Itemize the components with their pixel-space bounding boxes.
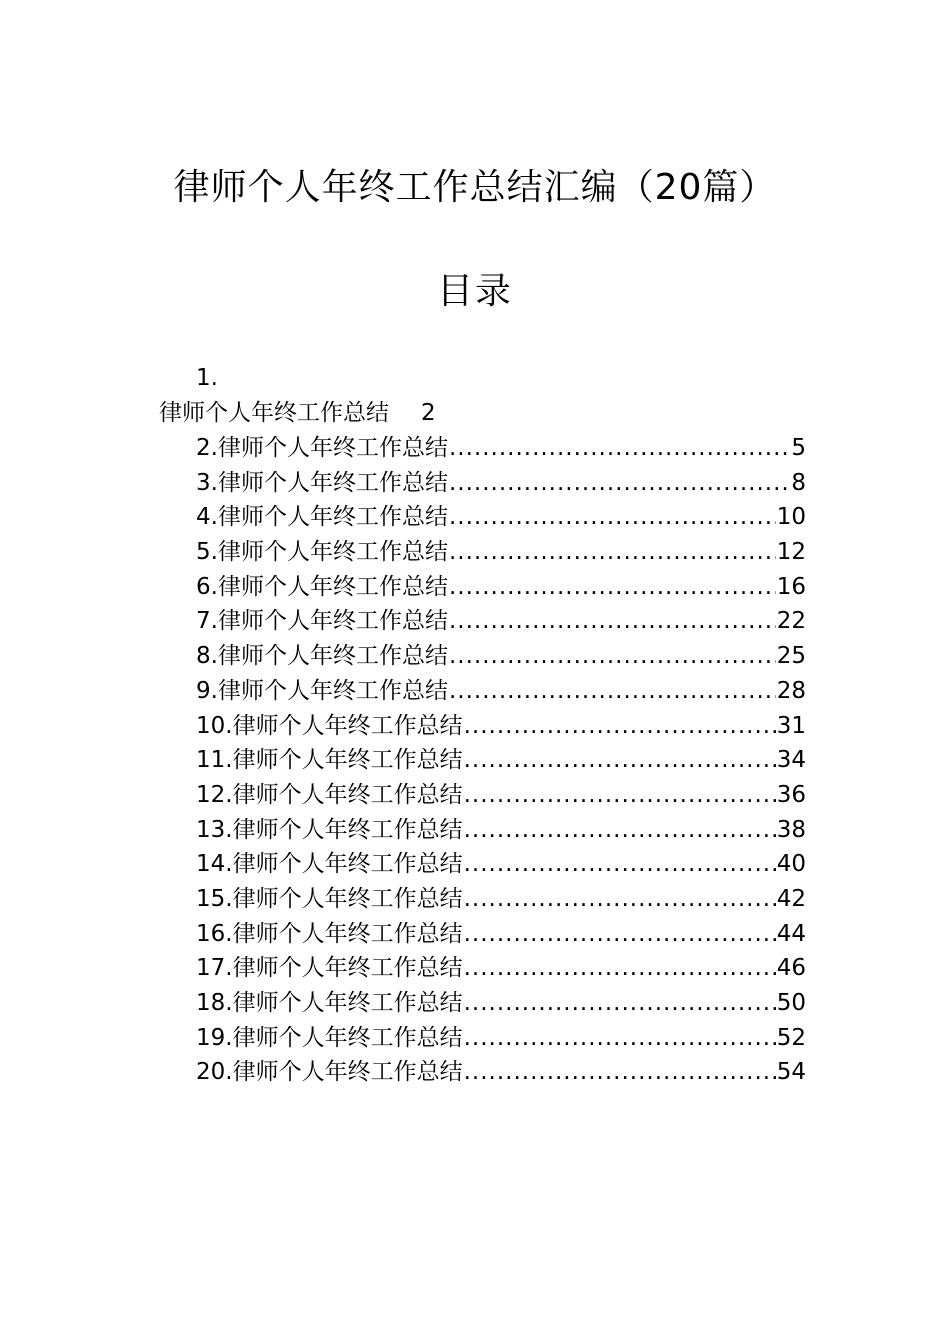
toc-entry-page: 12: [776, 539, 806, 566]
toc-entry[interactable]: [196, 466, 806, 501]
toc-entry[interactable]: [196, 535, 806, 570]
toc-entry-label: 5.律师个人年终工作总结: [196, 539, 448, 566]
toc-heading: 目录: [436, 271, 513, 312]
toc-entry-page: 54: [776, 1059, 806, 1086]
toc-entry-label: 2.律师个人年终工作总结: [196, 435, 448, 461]
dot-leader: [464, 986, 776, 1021]
toc-entry[interactable]: [196, 847, 806, 882]
toc-entry[interactable]: [196, 778, 806, 813]
toc-entry-label: 19.律师个人年终工作总结: [196, 1024, 463, 1051]
dot-leader: [464, 1055, 776, 1090]
toc-entry[interactable]: [196, 1021, 806, 1056]
dot-leader: [449, 639, 776, 674]
toc-list: [196, 431, 806, 1090]
dot-leader: [464, 917, 776, 952]
dot-leader: [464, 813, 776, 848]
toc-entry-label: 8.律师个人年终工作总结: [196, 643, 448, 670]
toc-entry-label: 4.律师个人年终工作总结: [196, 504, 448, 531]
toc-entry[interactable]: [196, 986, 806, 1021]
toc-entry-page: 34: [776, 747, 806, 774]
dot-leader: [449, 535, 776, 570]
toc-entry-label: 14.律师个人年终工作总结: [196, 851, 463, 878]
dot-leader: [449, 500, 776, 535]
toc-entry-label: 15.律师个人年终工作总结: [196, 885, 463, 912]
dot-leader: [464, 847, 776, 882]
dot-leader: [449, 570, 776, 605]
toc-entry-label: 17.律师个人年终工作总结: [196, 955, 463, 982]
toc-entry[interactable]: [196, 951, 806, 986]
dot-leader: [464, 743, 776, 778]
toc-entry-page: 52: [776, 1024, 806, 1051]
toc-entry-1[interactable]: [159, 397, 436, 429]
toc-entry-label: 10.律师个人年终工作总结: [196, 712, 463, 739]
toc-entry-page: 28: [776, 677, 806, 704]
dot-leader: [464, 1021, 776, 1056]
toc-entry[interactable]: [196, 500, 806, 535]
toc-entry-1-page: 2: [421, 400, 436, 426]
toc-entry-page: 38: [776, 816, 806, 843]
toc-entry[interactable]: [196, 743, 806, 778]
toc-entry[interactable]: [196, 674, 806, 709]
toc-entry-label: 16.律师个人年终工作总结: [196, 920, 463, 947]
toc-entry-page: 16: [776, 573, 806, 600]
toc-entry-page: 10: [776, 504, 806, 531]
toc-entry-label: 9.律师个人年终工作总结: [196, 677, 448, 704]
toc-entry[interactable]: [196, 570, 806, 605]
toc-entry[interactable]: [196, 917, 806, 952]
toc-entry[interactable]: [196, 813, 806, 848]
toc-entry-page: 40: [776, 851, 806, 878]
toc-entry-1-title: 律师个人年终工作总结: [159, 400, 389, 426]
toc-entry-label: 3.律师个人年终工作总结: [196, 469, 448, 496]
toc-entry-1-number[interactable]: 1.: [196, 365, 218, 391]
dot-leader: [464, 778, 776, 813]
toc-entry[interactable]: [196, 604, 806, 639]
dot-leader: [449, 604, 776, 639]
toc-entry-label: 18.律师个人年终工作总结: [196, 990, 463, 1016]
toc-entry-label: 12.律师个人年终工作总结: [196, 781, 463, 808]
toc-entry-page: 42: [776, 885, 806, 912]
dot-leader: [449, 674, 776, 709]
toc-entry-label: 20.律师个人年终工作总结: [196, 1059, 463, 1086]
toc-entry-label: 7.律师个人年终工作总结: [196, 608, 448, 635]
toc-entry[interactable]: [196, 1055, 806, 1090]
toc-entry-label: 6.律师个人年终工作总结: [196, 573, 448, 600]
toc-entry-page: 5: [791, 435, 806, 461]
toc-entry[interactable]: [196, 882, 806, 917]
toc-entry-page: 25: [776, 643, 806, 670]
toc-entry[interactable]: [196, 431, 806, 466]
dot-leader: [449, 431, 790, 466]
dot-leader: [464, 951, 776, 986]
dot-leader: [464, 882, 776, 917]
dot-leader: [449, 466, 790, 501]
dot-leader: [464, 709, 776, 744]
toc-entry-label: 11.律师个人年终工作总结: [196, 747, 463, 774]
toc-entry-page: 44: [776, 920, 806, 947]
document-title: 律师个人年终工作总结汇编（20篇）: [173, 167, 777, 208]
toc-entry-page: 36: [776, 781, 806, 808]
toc-entry-page: 8: [791, 469, 806, 496]
toc-entry[interactable]: [196, 639, 806, 674]
toc-entry-label: 13.律师个人年终工作总结: [196, 816, 463, 843]
toc-entry-page: 46: [776, 955, 806, 982]
toc-entry-page: 22: [776, 608, 806, 635]
toc-entry[interactable]: [196, 709, 806, 744]
toc-entry-page: 50: [776, 990, 806, 1016]
toc-entry-page: 31: [776, 712, 806, 739]
